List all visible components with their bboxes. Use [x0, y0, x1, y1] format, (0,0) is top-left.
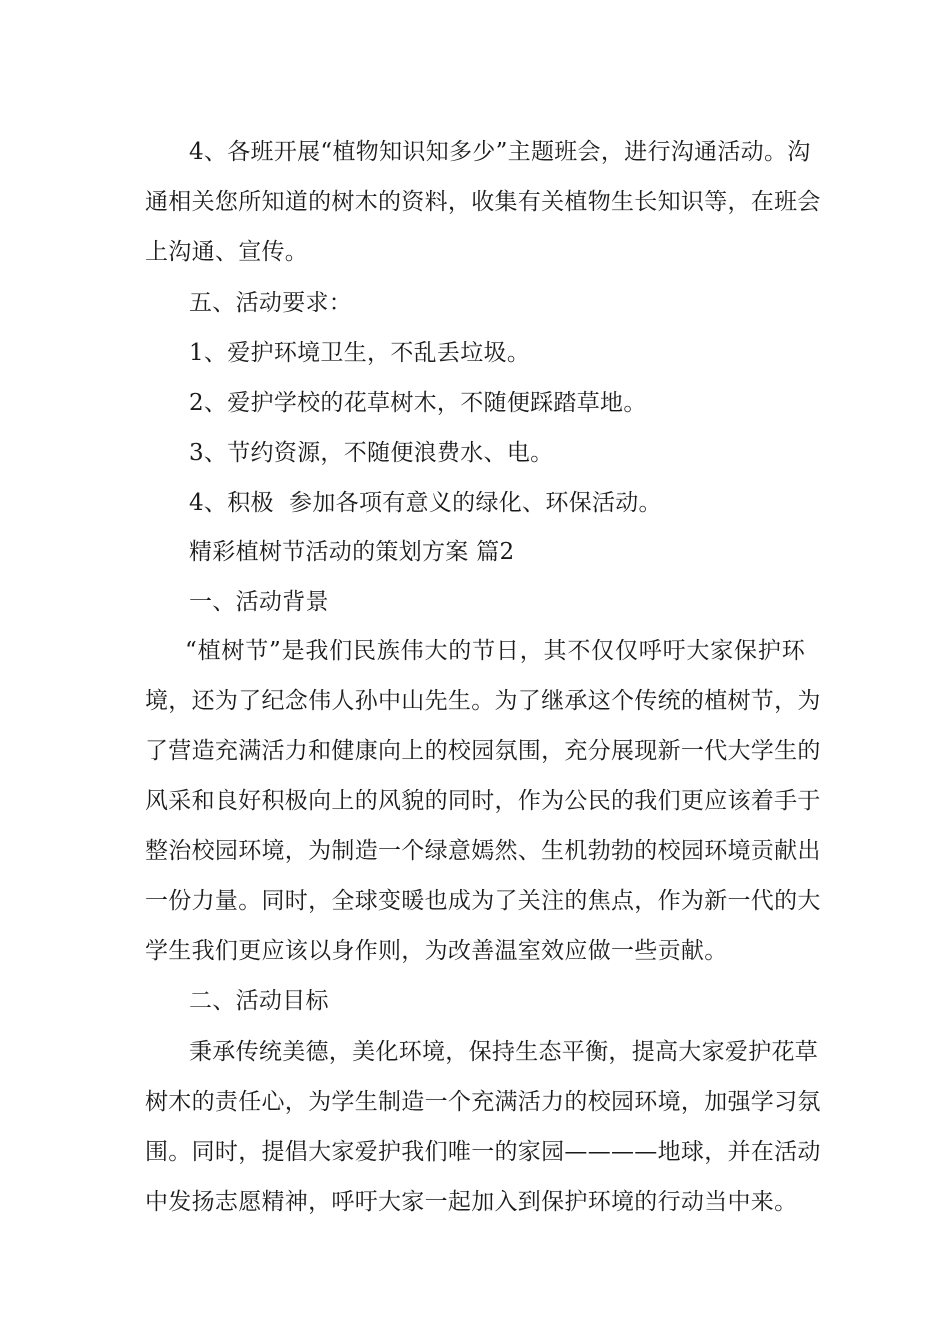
- paragraph-line: 围。同时，提倡大家爱护我们唯一的家园————地球，并在活动: [145, 1139, 821, 1165]
- paragraph-line: 一份力量。同时，全球变暖也成为了关注的焦点，作为新一代的大: [145, 888, 821, 914]
- paragraph-line: 上沟通、宣传。: [145, 239, 309, 265]
- paragraph-line: 4、各班开展“植物知识知多少”主题班会，进行沟通活动。沟: [189, 139, 811, 165]
- list-item: 3、节约资源，不随便浪费水、电。: [189, 440, 554, 466]
- paragraph-line: 树木的责任心，为学生制造一个充满活力的校园环境，加强学习氛: [145, 1089, 821, 1115]
- section-heading: 一、活动背景: [189, 589, 329, 615]
- paragraph-line: 整治校园环境，为制造一个绿意嫣然、生机勃勃的校园环境贡献出: [145, 838, 821, 864]
- section-heading: 二、活动目标: [189, 988, 329, 1014]
- paragraph-line: 风采和良好积极向上的风貌的同时，作为公民的我们更应该着手于: [145, 788, 821, 814]
- paragraph-line: 境，还为了纪念伟人孙中山先生。为了继承这个传统的植树节，为: [145, 688, 821, 714]
- paragraph-line: 学生我们更应该以身作则，为改善温室效应做一些贡献。: [145, 938, 728, 964]
- paragraph-line: 秉承传统美德，美化环境，保持生态平衡，提高大家爱护花草: [189, 1039, 819, 1065]
- paragraph-line: 了营造充满活力和健康向上的校园氛围，充分展现新一代大学生的: [145, 738, 821, 764]
- article-title: 精彩植树节活动的策划方案 篇2: [189, 539, 515, 565]
- paragraph-line: “植树节”是我们民族伟大的节日，其不仅仅呼吁大家保护环: [185, 638, 805, 664]
- list-item: 2、爱护学校的花草树木，不随便踩踏草地。: [189, 390, 647, 416]
- paragraph-line: 中发扬志愿精神，呼吁大家一起加入到保护环境的行动当中来。: [145, 1189, 798, 1215]
- paragraph-line: 通相关您所知道的树木的资料，收集有关植物生长知识等，在班会: [145, 189, 821, 215]
- list-item: 4、积极 参加各项有意义的绿化、环保活动。: [189, 490, 662, 516]
- list-item: 1、爱护环境卫生，不乱丢垃圾。: [189, 340, 531, 366]
- section-heading: 五、活动要求：: [189, 290, 353, 316]
